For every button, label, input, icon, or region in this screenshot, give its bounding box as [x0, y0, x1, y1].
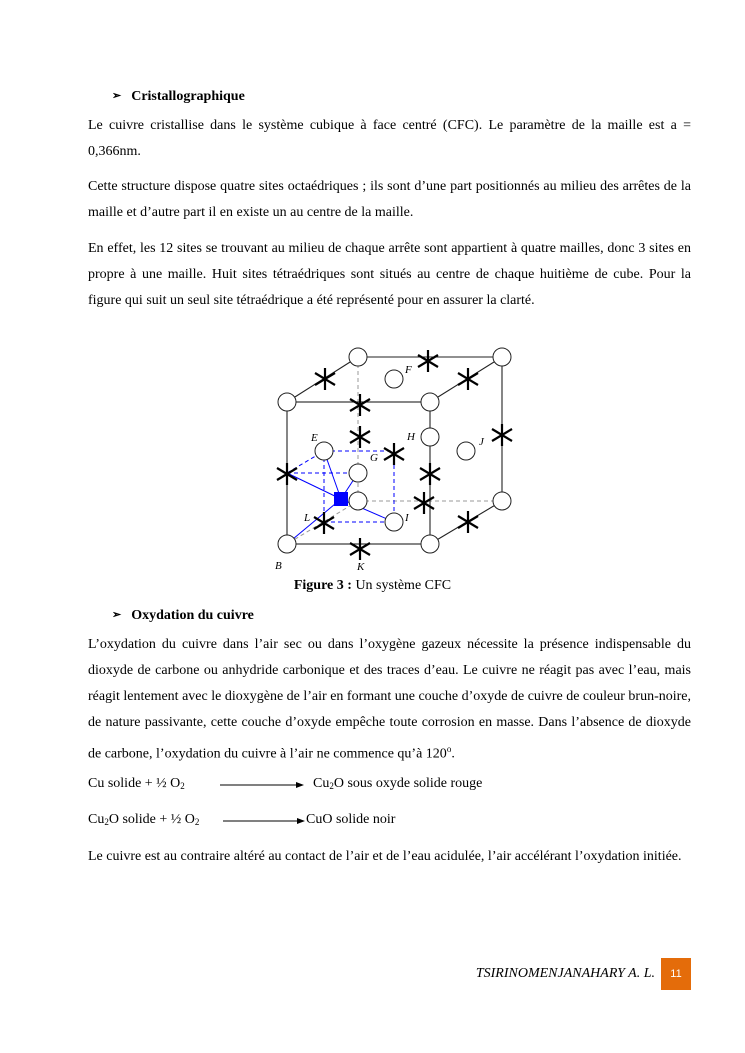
paragraph-oxidation-text: L’oxydation du cuivre dans l’air sec ou dans l’oxygène gazeux nécessite la présence indispensable du dioxyde de carbone ou anhydride carbonique et des traces d’eau. Le cuivre ne réagit pas avec l’eau, mais réagit lentement avec le dioxygène de l’air en formant une couche d’oxyde de cuivre de couleur brun-noire, de nature passivante, cette couche d’oxyde empêche toute corrosion en masse. Dans l’absence de dioxyde de carbone, l’oxydation du cuivre à l’air ne commence qu’à 120	[88, 637, 691, 762]
eq1-subscript: 2	[180, 781, 185, 791]
eq2-reactant-a: Cu	[88, 812, 105, 827]
equation-2-product: CuO solide noir	[306, 812, 396, 827]
paragraph-octahedral-sites: Cette structure dispose quatre sites octaédriques ; ils sont d’une part positionnés au milieu des arrêtes de la maille et d’autre part il en existe un au centre de la maille.	[88, 179, 691, 220]
cfc-diagram	[262, 341, 522, 577]
label-F: F	[405, 364, 412, 376]
label-I: I	[405, 512, 409, 524]
arrow-bullet-icon: ➢	[112, 609, 122, 621]
paragraph-structure: Le cuivre cristallise dans le système cubique à face centré (CFC). Le paramètre de la maille est a = 0,366nm.	[88, 118, 691, 159]
label-H: H	[407, 431, 415, 443]
page-number-badge: 11	[661, 958, 691, 990]
caption-text: Un système CFC	[351, 578, 452, 593]
footer-author: TSIRINOMENJANAHARY A. L.	[475, 966, 655, 981]
caption-label: Figure 3 :	[293, 578, 352, 593]
paragraph-oxidation	[88, 632, 691, 768]
paragraph-oxidation-end: .	[451, 746, 455, 762]
paragraph-conclusion: Le cuivre est au contraire altéré au contact de l’air et de l’eau acidulée, l’air accélérant l’oxydation initiée.	[88, 849, 682, 864]
heading-text: Oxydation du cuivre	[131, 608, 254, 623]
label-B: B	[275, 560, 282, 572]
section-heading-oxydation	[112, 606, 254, 626]
eq1-reactants: Cu solide + ½ O	[88, 776, 181, 791]
equation-1-product	[313, 774, 482, 796]
cfc-figure	[262, 341, 522, 577]
eq1-product-subscript: 2	[329, 781, 334, 791]
eq2-arrow-icon	[223, 815, 305, 827]
degree-superscript: o	[446, 744, 452, 754]
label-L: L	[304, 512, 311, 524]
eq2-reactant-b: O solide + ½ O	[108, 812, 195, 827]
equation-1	[88, 774, 185, 796]
label-K: K	[357, 561, 365, 573]
equation-2	[88, 810, 199, 832]
paragraph-tetrahedral-sites: En effet, les 12 sites se trouvant au milieu de chaque arrête sont appartient à quatre mailles, donc 3 sites en propre à une maille. Huit sites tétraédriques sont situés au centre de chaque huitième de cube. Pour la figure qui suit un seul site tétraédrique a été représenté pour en assurer la clarté.	[88, 241, 691, 308]
section-heading-cristallographique	[112, 87, 245, 107]
label-J: J	[479, 436, 484, 448]
arrow-bullet-icon: ➢	[112, 90, 122, 102]
heading-text: Cristallographique	[131, 89, 245, 104]
eq1-product-b: O sous oxyde solide rouge	[333, 776, 483, 791]
tetrahedral-site-marker	[334, 492, 348, 506]
label-E: E	[311, 432, 318, 444]
eq2-subscript-2: 2	[194, 817, 200, 827]
figure-caption	[0, 577, 745, 595]
eq1-arrow-icon	[220, 779, 304, 791]
eq2-subscript: 2	[104, 817, 109, 827]
eq1-product-a: Cu	[313, 776, 330, 791]
label-G: G	[370, 452, 378, 464]
